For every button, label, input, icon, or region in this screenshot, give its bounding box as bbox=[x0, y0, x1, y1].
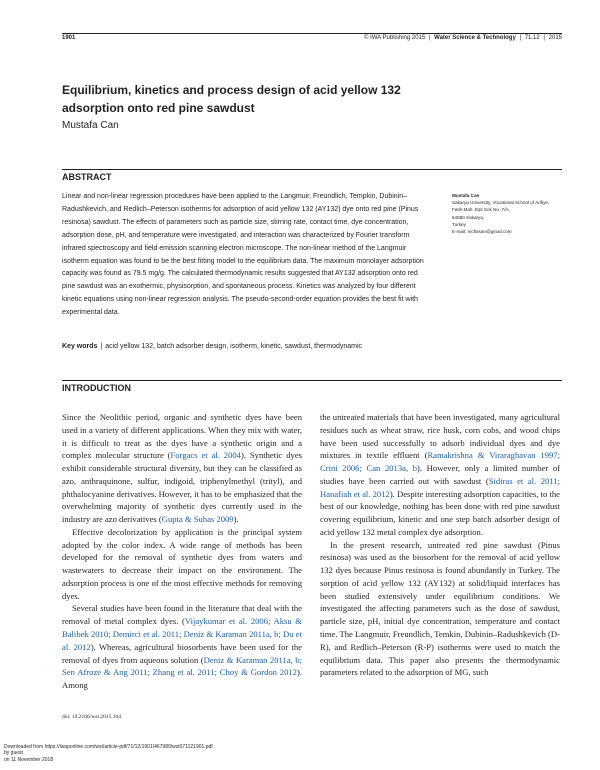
affiliation-line: Turkey bbox=[452, 221, 466, 227]
abstract-body: Linear and non-linear regression procedures have been applied to the Langmuir, Freundlich, Tempkin, Dubinin–Radushkevich, and Redlich–Peterson isotherms for adsorption of acid yellow 132 (AY132) dye onto red pine (Pinus resinosa) sawdust. The effects of parameters such as particle size, stirring rate, contact time, dye concentration, adsorption dose, pH, and temperature were investigated, and interaction was characterized by Fourier transform infrared spectroscopy and field emission scanning electron microscope. The non-linear method of the Langmuir isotherm equation was found to be the best fitting model to the equilibrium data. The maximum monolayer adsorption capacity was found as 79.5 mg/g. The calculated thermodynamic results suggested that AY132 adsorption onto red pine sawdust was an exothermic, physisorption, and spontaneous process. Kinetics was analyzed by four different kinetic equations using non-linear regression analysis. The pseudo-second-order equation provides the best fit with experimental data. bbox=[62, 193, 424, 317]
affiliation-email[interactable]: E-mail: mcflasan@gmail.com bbox=[452, 229, 512, 235]
introduction-paragraph bbox=[62, 526, 302, 603]
download-note-line: on 11 November 2018 bbox=[4, 756, 54, 763]
page-number: 1901 bbox=[62, 35, 76, 41]
affiliation-line: Fatih Mah. Eşit Sok No. 7/A, bbox=[452, 207, 510, 213]
affiliation-line: 54580 Sakarya, bbox=[452, 214, 485, 220]
introduction-paragraph bbox=[320, 411, 560, 539]
affiliation-line: Sakarya University, Vocational School of Arifiye, bbox=[452, 200, 550, 206]
introduction-rule bbox=[62, 380, 562, 381]
download-note bbox=[4, 744, 213, 763]
citation-link[interactable]: Forgacs et al. 2004 bbox=[170, 450, 241, 461]
paragraph-text: ). However, only a limited number of studies have been carried out with sawdust ( bbox=[320, 463, 560, 486]
download-note-line: by guest bbox=[4, 750, 23, 757]
volume-issue: 71.12 bbox=[524, 35, 540, 41]
keywords-text: acid yellow 132, batch adsorber design, isotherm, kinetic, sawdust, thermodynamic bbox=[105, 343, 363, 350]
introduction-right-column bbox=[320, 411, 560, 679]
year: 2015 bbox=[548, 35, 562, 41]
paragraph-text: Since the Neolithic period, organic and synthetic dyes have been used in a variety of different applications. When they mix with water, it is difficult to treat as the dyes have a synthetic origin and a complex molecular structure ( bbox=[62, 412, 302, 461]
citation-link[interactable]: Sidiras et al. 2011; Hanafiah et al. 2012 bbox=[320, 475, 560, 499]
paragraph-text: ). Whereas, agricultural biosorbents have been used for the removal of dyes from aqueous solution ( bbox=[62, 641, 302, 665]
keywords: Key words | acid yellow 132, batch adsorber design, isotherm, kinetic, sawdust, thermodynamic bbox=[62, 343, 363, 350]
citation-link[interactable]: Ramakrishna & Viraraghavan 1997; Crini 2006; Can 2013a, b bbox=[320, 450, 560, 474]
publisher-text: © IWA Publishing 2015 bbox=[363, 35, 426, 41]
doi[interactable]: doi: 10.2166/wst.2015.164 bbox=[62, 714, 121, 720]
introduction-paragraph bbox=[62, 411, 302, 526]
header-rule bbox=[62, 33, 562, 34]
paragraph-text: ). Synthetic dyes exhibit considerable structural diversity, but they can be classified as azo, anthraquinone, sulfur, indigoid, triphenylmethyl (trityl), and phthalocyanine derivatives. However, it has to be emphasized that the overwhelming majority of synthetic dyes currently used in the industry are azo derivatives ( bbox=[62, 450, 302, 525]
paragraph-text: the untreated materials that have been investigated, many agricultural residues such as wheat straw, rice husk, corn cobs, and wood chips have been used successfully to adsorb individual dyes and dye mixtures in textile effluent ( bbox=[320, 412, 560, 461]
paragraph-text: ). Despite interesting adsorption capacities, to the best of our knowledge, nothing has been done with red pine sawdust covering equilibrium, kinetic and one step batch adsorber design of acid yellow 132 metal complex dye adsorption. bbox=[320, 488, 560, 537]
journal-name: Water Science & Technology bbox=[434, 35, 516, 41]
paragraph-text: Effective decolorization by application is the principal system adopted by the color index. A wide range of methods has been developed for the removal of synthetic dyes from waters and wastewaters to decrease their impact on the environment. The adsorption process is one of the most effective methods for removing dyes. bbox=[62, 526, 302, 601]
author-affiliation bbox=[452, 192, 562, 235]
keywords-label: Key words bbox=[62, 343, 98, 350]
download-note-line[interactable]: Downloaded from https://iwaponline.com/wst/article-pdf/71/12/1901/467980/wst071121901.pdf bbox=[4, 744, 213, 750]
affiliation-author-name: Mustafa Can bbox=[452, 193, 480, 198]
paragraph-text: In the present research, untreated red pine sawdust (Pinus resinosa) was used as the biosorbent for the removal of acid yellow 132 dyes because Pinus resinosa is found abundantly in Turkey. The sorption of acid yellow 132 (AY132) at solid/liquid interfaces has been studied extensively under equilibrium conditions. We investigated the affecting parameters such as the dose of sawdust, particle size, pH, initial dye concentration, temperature and contact time. The Langmuir, Freundlich, Temkin, Dubinin–Radushkevich (D-R), and Redlich–Peterson (R-P) isotherms were used to match the equilibrium data. This paper also presents the thermodynamic parameters related to the adsorption of MG, such bbox=[320, 539, 560, 678]
introduction-paragraph bbox=[62, 602, 302, 691]
introduction-left-column bbox=[62, 411, 302, 692]
paragraph-text: ). bbox=[233, 514, 239, 525]
citation-link[interactable]: Deniz & Karaman 2011a, b; Sen Afroze & Ang 2011; Zhang et al. 2011; Choy & Gordon 2012 bbox=[62, 654, 302, 678]
citation-link[interactable]: Vijaykumar et al. 2006; Aksu & Balibek 2010; Demirci et al. 2011; Deniz & Karaman 2011a, b; Du et al. 2012 bbox=[62, 616, 302, 652]
paragraph-text: Several studies have been found in the literature that deal with the removal of metal complex dyes. ( bbox=[62, 603, 302, 627]
citation-link[interactable]: Gupta & Suhas 2009 bbox=[161, 514, 234, 525]
abstract-heading: ABSTRACT bbox=[62, 172, 112, 182]
article-title: Equilibrium, kinetics and process design of acid yellow 132 adsorption onto red pine sawdust bbox=[62, 83, 401, 115]
journal-header: © IWA Publishing 2015 | Water Science & Technology | 71.12 | 2015 bbox=[363, 35, 562, 41]
introduction-paragraph bbox=[320, 539, 560, 679]
abstract-rule bbox=[62, 169, 562, 170]
introduction-heading: INTRODUCTION bbox=[62, 383, 131, 393]
paragraph-text: ). Among bbox=[62, 667, 302, 691]
article-author: Mustafa Can bbox=[62, 120, 119, 131]
